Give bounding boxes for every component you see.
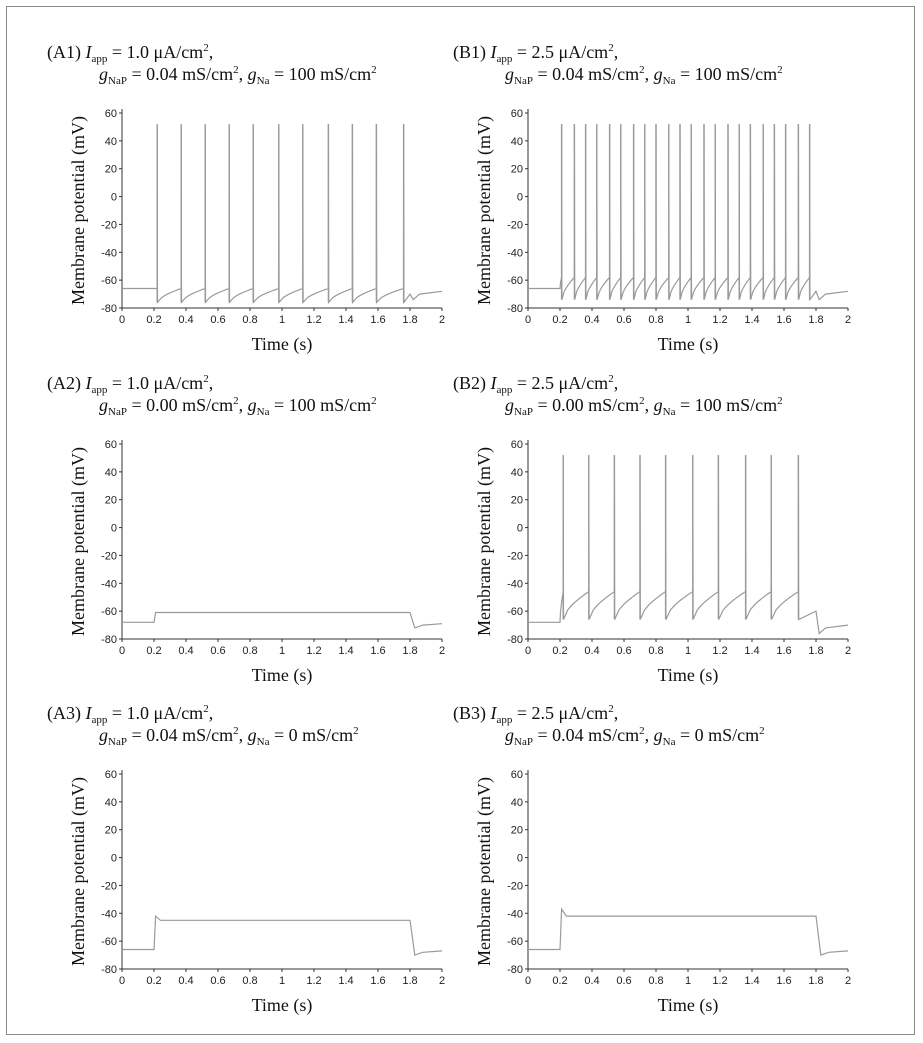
x-tick-label: 0.6 — [616, 645, 632, 657]
figure-frame — [6, 6, 915, 1035]
gnap-value: 0.04 — [146, 64, 178, 84]
x-tick-label: 1.4 — [744, 645, 760, 657]
panel-label: (A2) — [47, 373, 86, 393]
x-tick-label: 1.6 — [370, 645, 386, 657]
y-tick-label: 60 — [104, 108, 117, 120]
unit-exponent: 2 — [639, 395, 645, 407]
unit-exponent: 2 — [371, 64, 377, 76]
gna-symbol: g — [247, 395, 257, 415]
x-tick-label: 0.2 — [552, 975, 568, 987]
panel-a3 — [47, 702, 487, 1015]
x-tick-label: 0.4 — [584, 975, 600, 987]
y-tick-label: 40 — [510, 466, 523, 479]
current-unit: μA/cm — [558, 42, 609, 62]
y-tick-label: 40 — [104, 135, 117, 148]
unit-exponent: 2 — [203, 703, 209, 715]
y-tick-label: -60 — [507, 275, 523, 288]
current-value: 2.5 — [531, 373, 555, 393]
unit-exponent: 2 — [759, 725, 765, 737]
y-tick-label: 0 — [516, 852, 523, 865]
current-unit: μA/cm — [153, 703, 204, 723]
gnap-symbol: g — [505, 395, 514, 415]
conductance-unit: mS/cm — [182, 395, 234, 415]
gna-symbol: g — [653, 64, 663, 84]
panel-title: (B3) $I_{app} = 2.5$ $\mu A/cm^2$, $g_{NaP} = 0.04$ $mS/cm^2$, $g_{Na} = 0$ $mS/cm^2$ — [453, 703, 765, 748]
y-tick-label: 20 — [104, 494, 117, 507]
y-tick-label: -20 — [101, 219, 117, 232]
y-tick-label: -80 — [507, 964, 523, 976]
gnap-value: 0.04 — [552, 64, 584, 84]
gna-symbol: g — [247, 725, 257, 745]
x-tick-label: 1.2 — [712, 645, 728, 657]
y-tick-label: 0 — [516, 522, 523, 535]
x-tick-label: 0.8 — [242, 975, 258, 987]
x-tick-label: 1 — [684, 645, 692, 657]
gnap-value: 0.04 — [552, 725, 584, 745]
current-value: 1.0 — [126, 42, 150, 62]
unit-exponent: 2 — [203, 373, 209, 385]
membrane-trace — [122, 916, 442, 955]
x-tick-label: 1 — [684, 314, 692, 326]
panel-title: (A3) $I_{app} = 1.0$ $\mu A/cm^2$, $g_{NaP} = 0.04$ $mS/cm^2$, $g_{Na} = 0$ $mS/cm^2$ — [47, 703, 359, 748]
unit-exponent: 2 — [777, 64, 783, 76]
x-tick-label: 0 — [524, 975, 532, 987]
current-unit: μA/cm — [153, 373, 204, 393]
y-tick-label: 0 — [110, 191, 117, 204]
y-tick-label: -20 — [101, 550, 117, 563]
current-subscript: app — [91, 714, 108, 726]
current-symbol: I — [490, 703, 497, 723]
y-axis-label: Membrane potential (mV) — [68, 116, 88, 305]
y-tick-label: 40 — [510, 796, 523, 809]
x-tick-label: 1.4 — [338, 314, 354, 326]
x-tick-label: 1 — [278, 975, 286, 987]
y-tick-label: 40 — [104, 466, 117, 479]
unit-exponent: 2 — [639, 64, 645, 76]
current-unit: μA/cm — [558, 373, 609, 393]
conductance-unit: mS/cm — [588, 725, 640, 745]
x-tick-label: 1.8 — [808, 975, 824, 987]
y-tick-label: -80 — [101, 634, 117, 646]
y-axis-label: Membrane potential (mV) — [474, 777, 494, 966]
x-tick-label: 1 — [278, 314, 286, 326]
y-tick-label: 40 — [510, 135, 523, 148]
y-tick-label: -40 — [507, 247, 523, 260]
x-tick-label: 1.8 — [402, 645, 418, 657]
y-tick-label: -60 — [507, 936, 523, 949]
unit-exponent: 2 — [608, 42, 614, 54]
x-tick-label: 0.8 — [242, 314, 258, 326]
current-value: 1.0 — [126, 703, 150, 723]
unit-exponent: 2 — [371, 395, 377, 407]
x-tick-label: 2 — [438, 645, 446, 657]
gnap-subscript: NaP — [514, 406, 533, 418]
x-tick-label: 1.6 — [776, 645, 792, 657]
x-tick-label: 1.2 — [306, 975, 322, 987]
gna-subscript: Na — [256, 406, 270, 418]
gnap-subscript: NaP — [108, 75, 127, 87]
unit-exponent: 2 — [353, 725, 359, 737]
y-tick-label: 0 — [516, 191, 523, 204]
gna-subscript: Na — [256, 75, 270, 87]
current-subscript: app — [496, 53, 513, 65]
current-subscript: app — [91, 384, 108, 396]
x-tick-label: 0.2 — [552, 314, 568, 326]
gnap-value: 0.00 — [146, 395, 178, 415]
x-axis-label: Time (s) — [657, 995, 719, 1015]
y-tick-label: 60 — [510, 108, 523, 120]
x-tick-label: 1.4 — [744, 314, 760, 326]
y-tick-label: 60 — [510, 769, 523, 781]
y-tick-label: -20 — [507, 550, 523, 563]
unit-exponent: 2 — [639, 725, 645, 737]
y-tick-label: -80 — [507, 303, 523, 315]
conductance-unit: mS/cm — [708, 725, 760, 745]
y-tick-label: 0 — [110, 852, 117, 865]
x-tick-label: 0.6 — [210, 314, 226, 326]
y-axis-label: Membrane potential (mV) — [474, 116, 494, 305]
current-subscript: app — [496, 384, 513, 396]
conductance-unit: mS/cm — [320, 64, 372, 84]
x-tick-label: 1.4 — [338, 645, 354, 657]
x-tick-label: 2 — [438, 975, 446, 987]
gnap-subscript: NaP — [514, 736, 533, 748]
x-tick-label: 1.2 — [306, 314, 322, 326]
y-tick-label: 40 — [104, 796, 117, 809]
panel-title: (B2) $I_{app} = 2.5$ $\mu A/cm^2$, $g_{NaP} = 0.00$ $mS/cm^2$, $g_{Na} = 100$ $mS/cm^2$ — [453, 373, 783, 418]
membrane-potential-chart — [453, 372, 893, 685]
membrane-trace — [528, 909, 848, 955]
conductance-unit: mS/cm — [588, 395, 640, 415]
gnap-subscript: NaP — [514, 75, 533, 87]
y-axis-label: Membrane potential (mV) — [68, 447, 88, 636]
gna-value: 0 — [288, 725, 298, 745]
unit-exponent: 2 — [233, 64, 239, 76]
x-tick-label: 1.6 — [776, 975, 792, 987]
current-symbol: I — [490, 373, 497, 393]
y-tick-label: -40 — [101, 578, 117, 591]
panel-label: (B1) — [453, 42, 491, 62]
unit-exponent: 2 — [203, 42, 209, 54]
x-tick-label: 0.4 — [584, 314, 600, 326]
y-tick-label: 60 — [104, 439, 117, 451]
x-axis-label: Time (s) — [657, 665, 719, 685]
x-tick-label: 0.6 — [210, 645, 226, 657]
panel-label: (B2) — [453, 373, 491, 393]
y-tick-label: 0 — [110, 522, 117, 535]
membrane-potential-chart — [47, 41, 487, 354]
x-tick-label: 0.4 — [178, 314, 194, 326]
y-tick-label: -80 — [101, 964, 117, 976]
y-tick-label: -60 — [507, 606, 523, 619]
membrane-potential-chart — [453, 41, 893, 354]
current-symbol: I — [85, 373, 92, 393]
x-tick-label: 0 — [118, 645, 126, 657]
x-tick-label: 1.6 — [776, 314, 792, 326]
current-symbol: I — [85, 703, 92, 723]
x-tick-label: 0.2 — [146, 314, 162, 326]
membrane-trace — [122, 124, 442, 302]
y-tick-label: 20 — [510, 494, 523, 507]
x-tick-label: 1.6 — [370, 975, 386, 987]
conductance-unit: mS/cm — [182, 64, 234, 84]
panel-title: (B1) $I_{app} = 2.5$ $\mu A/cm^2$, $g_{NaP} = 0.04$ $mS/cm^2$, $g_{Na} = 100$ $mS/cm^2$ — [453, 42, 783, 87]
x-tick-label: 1 — [278, 645, 286, 657]
x-tick-label: 1.8 — [402, 975, 418, 987]
y-tick-label: -40 — [101, 247, 117, 260]
x-tick-label: 0.4 — [584, 645, 600, 657]
panel-label: (A3) — [47, 703, 86, 723]
x-tick-label: 0.8 — [648, 314, 664, 326]
gna-subscript: Na — [662, 406, 676, 418]
x-tick-label: 0.2 — [552, 645, 568, 657]
x-tick-label: 0.2 — [146, 975, 162, 987]
gnap-value: 0.04 — [146, 725, 178, 745]
y-tick-label: -60 — [101, 936, 117, 949]
x-tick-label: 0 — [118, 314, 126, 326]
panel-a2 — [47, 372, 487, 685]
x-tick-label: 0 — [524, 314, 532, 326]
y-tick-label: -60 — [101, 275, 117, 288]
x-tick-label: 0 — [118, 975, 126, 987]
y-tick-label: 20 — [510, 163, 523, 176]
y-axis-label: Membrane potential (mV) — [474, 447, 494, 636]
panel-label: (B3) — [453, 703, 491, 723]
y-axis-label: Membrane potential (mV) — [68, 777, 88, 966]
x-tick-label: 0.6 — [616, 975, 632, 987]
x-tick-label: 0.4 — [178, 645, 194, 657]
unit-exponent: 2 — [608, 373, 614, 385]
x-tick-label: 1.4 — [744, 975, 760, 987]
y-tick-label: -80 — [101, 303, 117, 315]
panel-title: (A1) $I_{app} = 1.0$ $\mu A/cm^2$, $g_{NaP} = 0.04$ $mS/cm^2$, $g_{Na} = 100$ $mS/cm^2$ — [47, 42, 377, 87]
x-tick-label: 0.6 — [616, 314, 632, 326]
y-tick-label: 20 — [510, 824, 523, 837]
gna-symbol: g — [653, 395, 663, 415]
y-tick-label: -20 — [507, 219, 523, 232]
membrane-potential-chart — [47, 702, 487, 1015]
x-tick-label: 0.6 — [210, 975, 226, 987]
y-tick-label: -80 — [507, 634, 523, 646]
x-tick-label: 1.8 — [402, 314, 418, 326]
y-tick-label: -20 — [101, 880, 117, 893]
current-subscript: app — [91, 53, 108, 65]
y-tick-label: 60 — [510, 439, 523, 451]
gnap-subscript: NaP — [108, 736, 127, 748]
x-tick-label: 2 — [438, 314, 446, 326]
x-tick-label: 1.2 — [306, 645, 322, 657]
x-tick-label: 1.4 — [338, 975, 354, 987]
gnap-symbol: g — [99, 395, 108, 415]
unit-exponent: 2 — [777, 395, 783, 407]
x-tick-label: 1 — [684, 975, 692, 987]
gna-symbol: g — [247, 64, 257, 84]
membrane-trace — [528, 124, 848, 300]
membrane-trace — [528, 455, 848, 633]
unit-exponent: 2 — [233, 725, 239, 737]
gna-value: 100 — [288, 64, 316, 84]
membrane-trace — [122, 613, 442, 628]
gna-value: 100 — [288, 395, 316, 415]
gnap-symbol: g — [99, 725, 108, 745]
conductance-unit: mS/cm — [588, 64, 640, 84]
panel-b3 — [453, 702, 893, 1015]
y-tick-label: 60 — [104, 769, 117, 781]
current-unit: μA/cm — [558, 703, 609, 723]
y-tick-label: -60 — [101, 606, 117, 619]
membrane-potential-chart — [453, 702, 893, 1015]
panel-label: (A1) — [47, 42, 86, 62]
panel-b2 — [453, 372, 893, 685]
x-tick-label: 2 — [844, 314, 852, 326]
gna-symbol: g — [653, 725, 663, 745]
unit-exponent: 2 — [608, 703, 614, 715]
x-tick-label: 0.8 — [648, 975, 664, 987]
x-tick-label: 0.4 — [178, 975, 194, 987]
panel-title: (A2) $I_{app} = 1.0$ $\mu A/cm^2$, $g_{NaP} = 0.00$ $mS/cm^2$, $g_{Na} = 100$ $mS/cm^2$ — [47, 373, 377, 418]
y-tick-label: -20 — [507, 880, 523, 893]
current-symbol: I — [490, 42, 497, 62]
gnap-symbol: g — [99, 64, 108, 84]
x-axis-label: Time (s) — [251, 995, 313, 1015]
current-symbol: I — [85, 42, 92, 62]
x-tick-label: 1.6 — [370, 314, 386, 326]
x-tick-label: 1.2 — [712, 975, 728, 987]
x-tick-label: 1.8 — [808, 645, 824, 657]
x-tick-label: 1.8 — [808, 314, 824, 326]
unit-exponent: 2 — [233, 395, 239, 407]
x-tick-label: 1.2 — [712, 314, 728, 326]
current-value: 1.0 — [126, 373, 150, 393]
x-tick-label: 2 — [844, 645, 852, 657]
gnap-value: 0.00 — [552, 395, 584, 415]
y-tick-label: 20 — [104, 163, 117, 176]
current-unit: μA/cm — [153, 42, 204, 62]
x-axis-label: Time (s) — [251, 665, 313, 685]
conductance-unit: mS/cm — [302, 725, 354, 745]
current-value: 2.5 — [531, 42, 555, 62]
conductance-unit: mS/cm — [726, 64, 778, 84]
x-tick-label: 0.8 — [242, 645, 258, 657]
gna-subscript: Na — [662, 75, 676, 87]
membrane-potential-chart — [47, 372, 487, 685]
gna-value: 0 — [694, 725, 704, 745]
y-tick-label: -40 — [507, 908, 523, 921]
gna-subscript: Na — [662, 736, 676, 748]
gna-value: 100 — [694, 64, 722, 84]
gna-value: 100 — [694, 395, 722, 415]
panel-a1 — [47, 41, 487, 354]
conductance-unit: mS/cm — [320, 395, 372, 415]
y-tick-label: -40 — [507, 578, 523, 591]
y-tick-label: 20 — [104, 824, 117, 837]
gnap-symbol: g — [505, 64, 514, 84]
conductance-unit: mS/cm — [726, 395, 778, 415]
x-tick-label: 0.2 — [146, 645, 162, 657]
x-tick-label: 2 — [844, 975, 852, 987]
gnap-symbol: g — [505, 725, 514, 745]
gna-subscript: Na — [256, 736, 270, 748]
current-subscript: app — [496, 714, 513, 726]
gnap-subscript: NaP — [108, 406, 127, 418]
x-tick-label: 0 — [524, 645, 532, 657]
y-tick-label: -40 — [101, 908, 117, 921]
x-axis-label: Time (s) — [251, 334, 313, 354]
x-axis-label: Time (s) — [657, 334, 719, 354]
current-value: 2.5 — [531, 703, 555, 723]
panel-b1 — [453, 41, 893, 354]
x-tick-label: 0.8 — [648, 645, 664, 657]
conductance-unit: mS/cm — [182, 725, 234, 745]
